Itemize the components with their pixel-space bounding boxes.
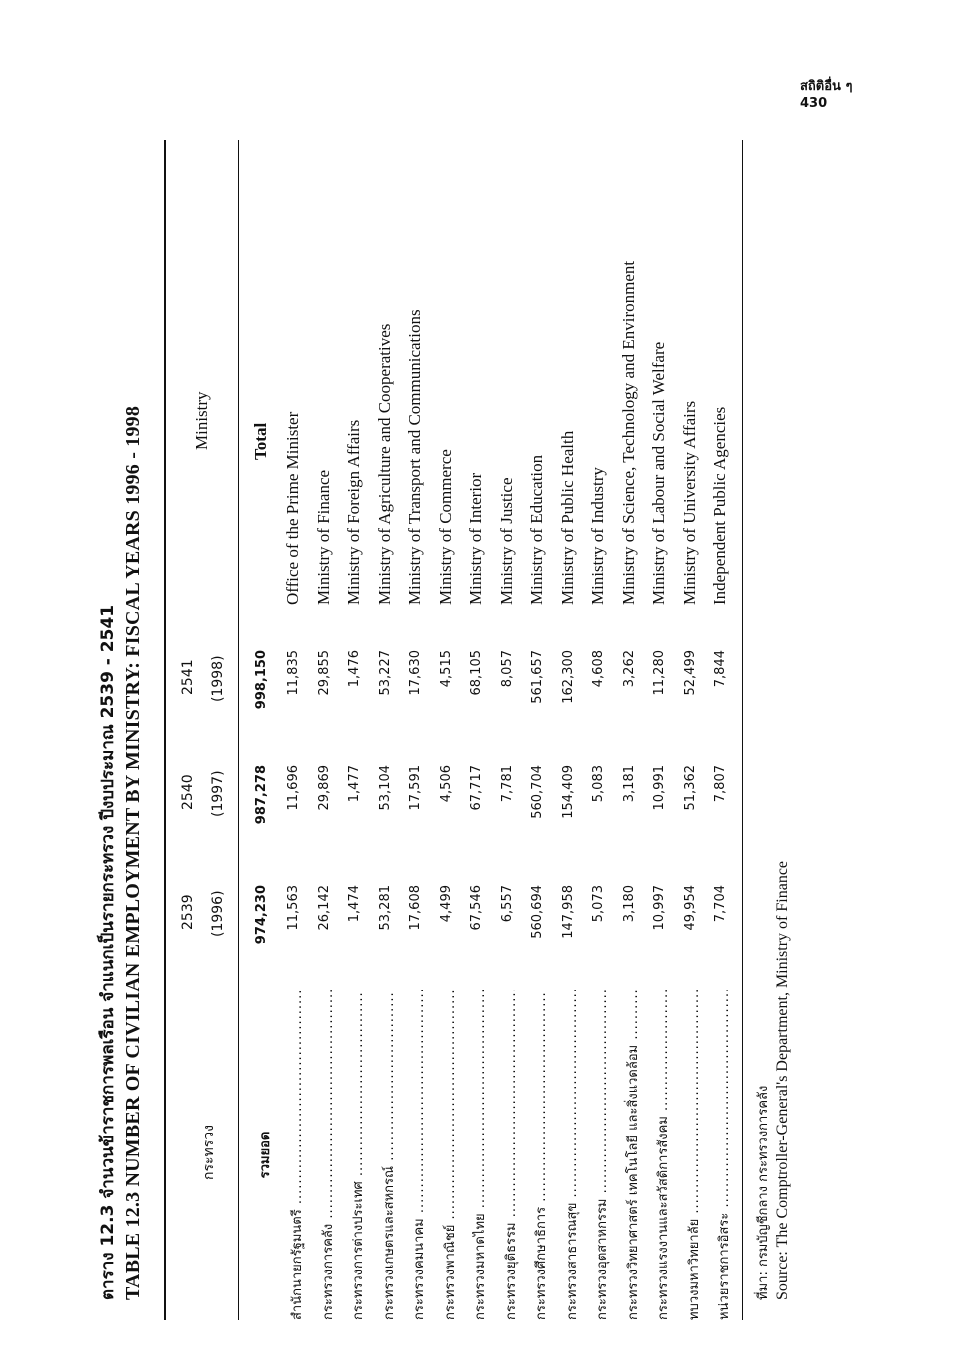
row-english-name: Independent Public Agencies bbox=[710, 406, 729, 605]
row-english-name: Ministry of Transport and Communications bbox=[405, 309, 424, 605]
row-value-1996: 6,557 bbox=[499, 885, 515, 923]
row-english-name: Ministry of Agriculture and Cooperatives bbox=[374, 323, 394, 605]
row-value-1998: 11,280 bbox=[652, 650, 667, 696]
col-head-year-3-en: (1998) bbox=[210, 655, 226, 702]
table-row bbox=[433, 140, 463, 1320]
section-label: สถิติอื่น ๆ bbox=[800, 79, 853, 94]
row-thai-name: รวมยอด bbox=[258, 1131, 273, 1179]
row-value-1997: 10,991 bbox=[652, 765, 667, 811]
row-thai-name: หน่วยราชการอิสระ ..... bbox=[713, 990, 734, 1320]
row-value-1996: 49,954 bbox=[682, 885, 698, 931]
row-value-1996: 7,704 bbox=[713, 885, 728, 923]
row-value-1996: 11,563 bbox=[286, 885, 301, 931]
table-row bbox=[585, 140, 615, 1320]
row-value-1996: 17,608 bbox=[408, 885, 423, 931]
row-english-name: Ministry of Finance bbox=[313, 469, 333, 605]
row-value-1997: 29,869 bbox=[316, 765, 332, 811]
row-value-1997: 3,181 bbox=[621, 765, 637, 803]
row-thai-name: กระทรวงศึกษาธิการ ..... bbox=[530, 990, 551, 1320]
row-thai-name: กระทรวงการต่างประเทศ ..... bbox=[347, 990, 368, 1320]
row-value-1998: 11,835 bbox=[286, 650, 301, 696]
row-value-1996: 67,546 bbox=[469, 885, 484, 931]
row-thai-name: กระทรวงวิทยาศาสตร์ เทคโนโลยี และสิ่งแวดล้อม ..... bbox=[622, 990, 643, 1320]
row-thai-name: กระทรวงแรงงานและสวัสดิการสังคม ..... bbox=[652, 990, 673, 1320]
top-rule bbox=[164, 140, 166, 1320]
row-value-1996: 974,230 bbox=[254, 885, 269, 945]
source-english: Source: The Comptroller-General's Department, Ministry of Finance bbox=[774, 860, 791, 1300]
row-english-name: Ministry of University Affairs bbox=[679, 400, 699, 605]
row-value-1998: 53,227 bbox=[377, 650, 393, 696]
row-thai-name: กระทรวงคมนาคม ..... bbox=[408, 990, 429, 1320]
row-value-1996: 5,073 bbox=[591, 885, 606, 923]
table-row bbox=[555, 140, 585, 1320]
table-row bbox=[646, 140, 676, 1320]
rotated-table-page bbox=[80, 130, 800, 1330]
row-value-1997: 987,278 bbox=[254, 765, 269, 825]
row-value-1997: 67,717 bbox=[469, 765, 484, 811]
col-head-year-1-th: 2539 bbox=[180, 894, 196, 930]
col-head-english-ministry: Ministry bbox=[192, 391, 211, 450]
row-english-name: Ministry of Labour and Social Welfare bbox=[649, 341, 668, 605]
row-thai-name: กระทรวงเกษตรและสหกรณ์ ..... bbox=[378, 990, 399, 1320]
col-head-year-2-th: 2540 bbox=[180, 774, 196, 810]
row-value-1997: 5,083 bbox=[591, 765, 606, 803]
table-row bbox=[677, 140, 707, 1320]
row-value-1998: 1,476 bbox=[347, 650, 362, 688]
row-value-1996: 53,281 bbox=[377, 885, 393, 931]
row-value-1997: 17,591 bbox=[408, 765, 423, 811]
row-value-1997: 154,409 bbox=[560, 765, 576, 819]
row-value-1996: 26,142 bbox=[316, 885, 332, 931]
col-head-year-2-en: (1997) bbox=[210, 770, 226, 817]
row-value-1998: 7,844 bbox=[713, 650, 728, 688]
table-row bbox=[341, 140, 371, 1320]
row-thai-name: กระทรวงสาธารณสุข ..... bbox=[561, 990, 582, 1320]
row-value-1998: 3,262 bbox=[621, 650, 637, 688]
table-row bbox=[707, 140, 737, 1320]
row-value-1998: 4,608 bbox=[591, 650, 606, 688]
row-english-name: Ministry of Industry bbox=[588, 467, 607, 605]
row-value-1997: 7,807 bbox=[713, 765, 728, 803]
col-head-year-1-en: (1996) bbox=[210, 890, 226, 937]
row-thai-name: กระทรวงมหาดไทย ..... bbox=[469, 990, 490, 1320]
row-thai-name: กระทรวงการคลัง ..... bbox=[317, 990, 338, 1320]
row-value-1996: 560,694 bbox=[530, 885, 545, 939]
row-english-name: Ministry of Interior bbox=[466, 472, 485, 605]
row-value-1996: 3,180 bbox=[621, 885, 637, 923]
row-value-1996: 147,958 bbox=[560, 885, 576, 939]
row-value-1997: 51,362 bbox=[682, 765, 698, 811]
row-english-name: Ministry of Public Health bbox=[557, 430, 577, 605]
row-thai-name: ทบวงมหาวิทยาลัย ..... bbox=[683, 990, 704, 1320]
row-english-name: Ministry of Education bbox=[527, 454, 546, 605]
row-value-1998: 52,499 bbox=[682, 650, 698, 696]
row-value-1998: 998,150 bbox=[254, 650, 269, 710]
table-row bbox=[463, 140, 493, 1320]
header-rule bbox=[238, 140, 239, 1320]
row-value-1998: 17,630 bbox=[408, 650, 423, 696]
row-english-name: Ministry of Science, Technology and Environment bbox=[618, 260, 638, 605]
row-value-1997: 11,696 bbox=[286, 765, 301, 811]
table-title-english: TABLE 12.3 NUMBER OF CIVILIAN EMPLOYMENT BY MINISTRY: FISCAL YEARS 1996 - 1998 bbox=[122, 405, 144, 1300]
table-row bbox=[616, 140, 646, 1320]
table-row bbox=[494, 140, 524, 1320]
col-head-year-3-th: 2541 bbox=[180, 659, 196, 695]
row-value-1998: 29,855 bbox=[316, 650, 332, 696]
page-header bbox=[800, 78, 852, 112]
row-value-1997: 1,477 bbox=[347, 765, 362, 803]
row-value-1996: 4,499 bbox=[438, 885, 454, 923]
table-row bbox=[311, 140, 341, 1320]
row-thai-name: สำนักนายกรัฐมนตรี ..... bbox=[286, 990, 307, 1320]
bottom-rule bbox=[742, 140, 743, 1320]
table-row bbox=[402, 140, 432, 1320]
row-value-1997: 7,781 bbox=[499, 765, 515, 803]
row-value-1996: 1,474 bbox=[347, 885, 362, 923]
row-value-1998: 561,657 bbox=[530, 650, 545, 704]
table-row bbox=[372, 140, 402, 1320]
row-thai-name: กระทรวงยุติธรรม ..... bbox=[500, 990, 521, 1320]
page-number: 430 bbox=[800, 96, 828, 111]
row-value-1997: 4,506 bbox=[438, 765, 454, 803]
row-english-name: Ministry of Justice bbox=[496, 477, 516, 605]
row-value-1998: 162,300 bbox=[560, 650, 576, 704]
row-value-1998: 68,105 bbox=[469, 650, 484, 696]
table-row bbox=[524, 140, 554, 1320]
source-thai: ที่มา: กรมบัญชีกลาง กระทรวงการคลัง bbox=[756, 1085, 771, 1300]
row-value-1997: 53,104 bbox=[377, 765, 393, 811]
row-english-name: Ministry of Commerce bbox=[435, 449, 455, 605]
table-row-total bbox=[248, 140, 278, 1320]
row-value-1998: 4,515 bbox=[438, 650, 454, 688]
row-english-name: Ministry of Foreign Affairs bbox=[344, 419, 363, 605]
row-english-name: Total bbox=[251, 422, 270, 460]
row-value-1997: 560,704 bbox=[530, 765, 545, 819]
row-value-1998: 8,057 bbox=[499, 650, 515, 688]
row-thai-name: กระทรวงอุตสาหกรรม ..... bbox=[591, 990, 612, 1320]
table-title-thai: ตาราง 12.3 จำนวนข้าราชการพลเรือน จำแนกเป็นรายกระทรวง ปีงบประมาณ 2539 - 2541 bbox=[98, 604, 118, 1300]
col-head-thai-ministry: กระทรวง bbox=[201, 1125, 217, 1180]
row-thai-name: กระทรวงพาณิชย์ ..... bbox=[439, 990, 460, 1320]
table-row bbox=[280, 140, 310, 1320]
row-english-name: Office of the Prime Minister bbox=[283, 411, 302, 605]
row-value-1996: 10,997 bbox=[652, 885, 667, 931]
